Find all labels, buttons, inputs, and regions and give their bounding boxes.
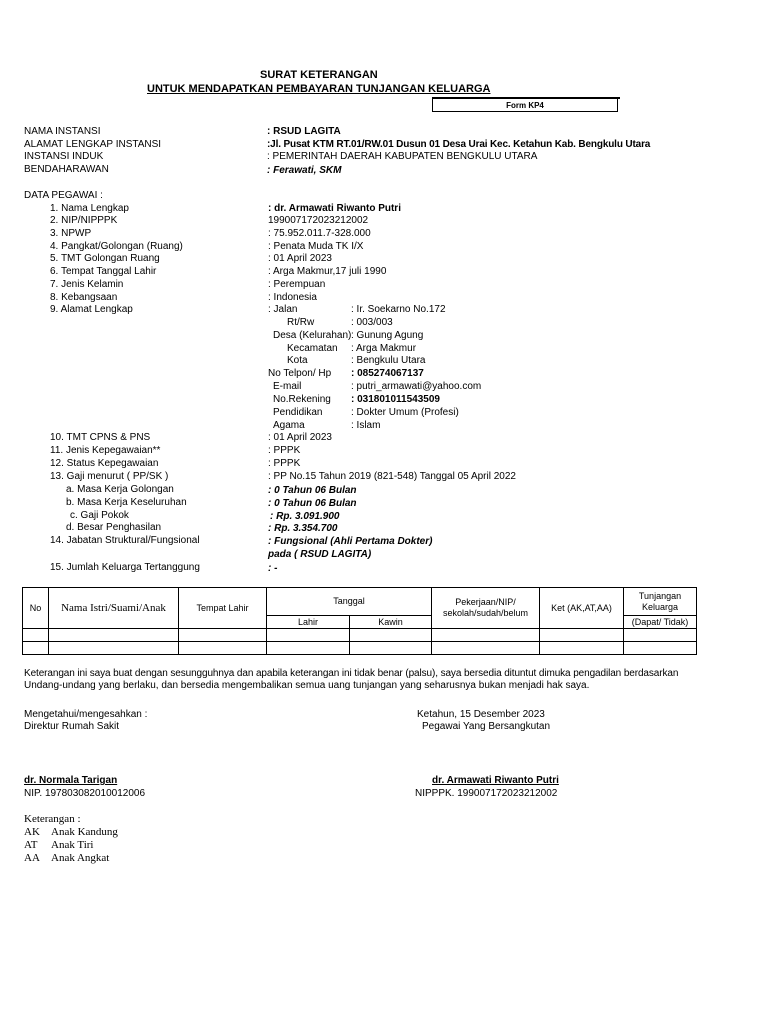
legend-desc-at: Anak Tiri (51, 839, 94, 851)
sign-right-role: Pegawai Yang Bersangkutan (422, 721, 551, 732)
document-title: SURAT KETERANGAN (260, 69, 378, 81)
table-cell (179, 642, 267, 655)
value-pangkat: : Penata Muda TK I/X (268, 241, 364, 252)
value-jumlah-keluarga: : - (268, 563, 278, 574)
table-cell (49, 642, 179, 655)
value-tmt-cpns: : 01 April 2023 (268, 432, 332, 443)
value-instansi-induk: : PEMERINTAH DAERAH KABUPATEN BENGKULU UTARA (267, 151, 538, 162)
label-nip: 2. NIP/NIPPPK (50, 215, 118, 226)
value-jabatan: : Fungsional (Ahli Pertama Dokter) (268, 536, 433, 547)
value-gaji-pokok: : Rp. 3.091.900 (270, 511, 340, 522)
table-cell (179, 629, 267, 642)
header-no: No (23, 588, 49, 629)
label-pendidikan: Pendidikan (273, 407, 323, 418)
table-cell (624, 629, 697, 642)
value-jenis-kelamin: : Perempuan (268, 279, 326, 290)
label-tmt-cpns: 10. TMT CPNS & PNS (50, 432, 151, 443)
header-lahir: Lahir (267, 616, 350, 629)
label-jumlah-keluarga: 15. Jumlah Keluarga Tertanggung (50, 562, 200, 573)
label-ttl: 6. Tempat Tanggal Lahir (50, 266, 157, 277)
header-tunjangan (624, 588, 697, 616)
value-bendaharawan: : Ferawati, SKM (267, 165, 342, 176)
statement-line-1: Keterangan ini saya buat dengan sesungguhnya dan apabila keterangan ini tidak benar (palsu), saya bersedia dituntut dimuka pengadilan berdasarkan (24, 668, 679, 679)
label-agama: Agama (273, 420, 305, 431)
label-jenis-kelamin: 7. Jenis Kelamin (50, 279, 124, 290)
statement-line-2: Undang-undang yang berlaku, dan bersedia mengembalikan semua uang tunjangan yang seharusnya bukan menjadi hak saya. (24, 680, 590, 691)
value-status-kepegawaian: : PPPK (268, 458, 301, 469)
value-tmt-golongan: : 01 April 2023 (268, 253, 332, 264)
family-table (22, 587, 697, 655)
header-tunjangan-line1: Tunjangan (638, 590, 682, 601)
header-pekerjaan-line2: sekolah/sudah/belum (442, 608, 529, 618)
table-cell (432, 642, 540, 655)
value-jenis-kepegawaian: : PPPK (268, 445, 301, 456)
value-kecamatan: : Arga Makmur (351, 343, 417, 354)
header-nama: Nama Istri/Suami/Anak (49, 588, 179, 629)
sign-right-name: dr. Armawati Riwanto Putri (432, 775, 559, 786)
table-cell (49, 629, 179, 642)
legend-title: Keterangan : (24, 813, 81, 825)
label-rtrw: Rt/Rw (287, 317, 315, 328)
table-cell (432, 629, 540, 642)
legend-code-at: AT (24, 839, 38, 851)
value-jalan: : Ir. Soekarno No.172 (351, 304, 446, 315)
table-cell (267, 642, 350, 655)
document-subtitle: UNTUK MENDAPATKAN PEMBAYARAN TUNJANGAN KELUARGA (147, 83, 491, 95)
label-masa-kerja-keseluruhan: b. Masa Kerja Keseluruhan (66, 497, 187, 508)
sign-right-place-date: Ketahun, 15 Desember 2023 (417, 709, 545, 720)
legend-code-ak: AK (24, 826, 40, 838)
table-cell (540, 629, 624, 642)
value-ttl: : Arga Makmur,17 juli 1990 (268, 266, 387, 277)
label-rekening: No.Rekening (273, 394, 331, 405)
value-nip: 199007172023212002 (268, 215, 369, 226)
value-jalan-label: : Jalan (268, 304, 298, 315)
table-cell (23, 629, 49, 642)
value-nama-instansi: : RSUD LAGITA (267, 126, 341, 137)
section-data-pegawai: DATA PEGAWAI : (24, 190, 103, 201)
value-kota: : Bengkulu Utara (351, 355, 426, 366)
legend-code-aa: AA (24, 852, 40, 864)
table-cell (624, 642, 697, 655)
value-masa-kerja-keseluruhan: : 0 Tahun 06 Bulan (268, 498, 357, 509)
label-alamat-lengkap: 9. Alamat Lengkap (50, 304, 133, 315)
form-code-box: Form KP4 (432, 97, 618, 112)
label-pangkat: 4. Pangkat/Golongan (Ruang) (50, 241, 183, 252)
value-agama: : Islam (351, 420, 381, 431)
table-cell (267, 629, 350, 642)
value-gaji-menurut: : PP No.15 Tahun 2019 (821-548) Tanggal 05 April 2022 (268, 471, 516, 482)
table-cell (23, 642, 49, 655)
label-besar-penghasilan: d. Besar Penghasilan (66, 522, 162, 533)
label-bendaharawan: BENDAHARAWAN (24, 164, 109, 175)
label-instansi-induk: INSTANSI INDUK (24, 151, 104, 162)
header-tempat-lahir: Tempat Lahir (179, 588, 267, 629)
label-npwp: 3. NPWP (50, 228, 92, 239)
value-email: : putri_armawati@yahoo.com (351, 381, 482, 392)
value-alamat-instansi: :Jl. Pusat KTM RT.01/RW.01 Dusun 01 Desa Urai Kec. Ketahun Kab. Bengkulu Utara (267, 139, 651, 150)
value-rekening: : 031801011543509 (351, 394, 440, 405)
label-kecamatan: Kecamatan (287, 343, 338, 354)
header-tunjangan-line2: Keluarga (641, 601, 679, 612)
label-gaji-pokok: c. Gaji Pokok (70, 510, 129, 521)
label-status-kepegawaian: 12. Status Kepegawaian (50, 458, 159, 469)
header-dapat-tidak: (Dapat/ Tidak) (624, 616, 697, 629)
table-row (23, 629, 697, 642)
table-cell (350, 629, 432, 642)
sign-right-id: NIPPPK. 199007172023212002 (415, 788, 558, 799)
label-kota: Kota (287, 355, 308, 366)
label-masa-kerja-golongan: a. Masa Kerja Golongan (66, 484, 174, 495)
label-gaji-menurut: 13. Gaji menurut ( PP/SK ) (50, 471, 169, 482)
header-pekerjaan-line1: Pekerjaan/NIP/ (455, 597, 516, 607)
value-rtrw: : 003/003 (351, 317, 393, 328)
value-jabatan-pada: pada ( RSUD LAGITA) (268, 549, 372, 560)
header-kawin: Kawin (350, 616, 432, 629)
sign-left-id: NIP. 197803082010012006 (24, 788, 146, 799)
header-tanggal: Tanggal (267, 588, 432, 616)
value-pendidikan: : Dokter Umum (Profesi) (351, 407, 459, 418)
table-cell (540, 642, 624, 655)
legend-desc-aa: Anak Angkat (51, 852, 110, 864)
sign-left-label: Mengetahui/mengesahkan : (24, 709, 148, 720)
header-ket: Ket (AK,AT,AA) (540, 588, 624, 629)
value-besar-penghasilan: : Rp. 3.354.700 (268, 523, 338, 534)
label-desa: Desa (Kelurahan) (273, 330, 352, 341)
label-telpon: No Telpon/ Hp (268, 368, 332, 379)
label-jenis-kepegawaian: 11. Jenis Kepegawaian** (50, 445, 161, 456)
label-email: E-mail (273, 381, 302, 392)
value-telpon: : 085274067137 (351, 368, 424, 379)
label-jabatan: 14. Jabatan Struktural/Fungsional (50, 535, 200, 546)
table-row (23, 642, 697, 655)
sign-left-name: dr. Normala Tarigan (24, 775, 118, 786)
label-kebangsaan: 8. Kebangsaan (50, 292, 118, 303)
legend-desc-ak: Anak Kandung (51, 826, 118, 838)
table-cell (350, 642, 432, 655)
value-npwp: : 75.952.011.7-328.000 (268, 228, 371, 239)
sign-left-role: Direktur Rumah Sakit (24, 721, 120, 732)
value-masa-kerja-golongan: : 0 Tahun 06 Bulan (268, 485, 357, 496)
label-alamat-instansi: ALAMAT LENGKAP INSTANSI (24, 139, 162, 150)
label-nama-lengkap: 1. Nama Lengkap (50, 203, 129, 214)
label-tmt-golongan: 5. TMT Golongan Ruang (50, 253, 160, 264)
value-nama-lengkap: : dr. Armawati Riwanto Putri (268, 203, 401, 214)
value-desa: : Gunung Agung (351, 330, 424, 341)
header-pekerjaan (432, 588, 540, 629)
label-nama-instansi: NAMA INSTANSI (24, 126, 101, 137)
value-kebangsaan: : Indonesia (268, 292, 317, 303)
